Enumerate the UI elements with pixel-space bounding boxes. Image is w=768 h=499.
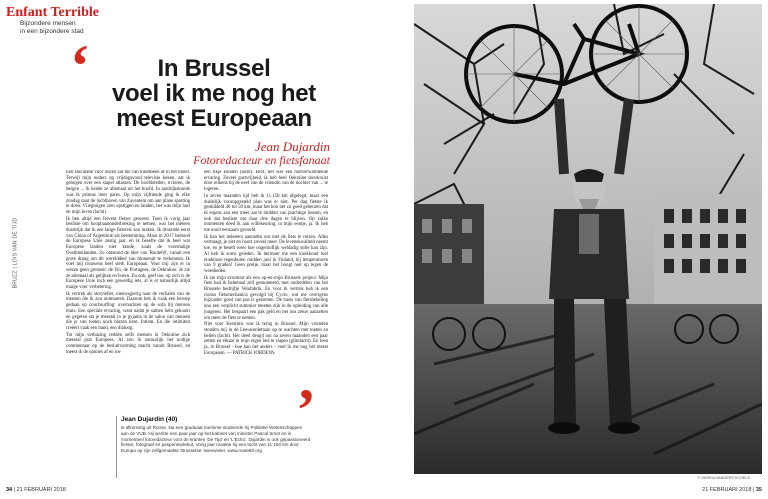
paragraph: Ik vertrek als storyteller, nieuwsgierig naar de verhalen van de mensen die ik zou ontmoeten. Daarom heb ik vaak een beroep gedaan op couchsurfing: overnachten op de sofa bij mensen thuis. Een speciale ervaring, want nadat je samen hebt gekookt en gegeten sta je meestal in je pyjama in de salon van mensen die je van toeten noch blazen kent. Intiem. En die intimiteit creëert vaak een band, een dialoog.	[66, 291, 190, 331]
footer-date-left: 21 FEBRUARI 2018	[16, 487, 66, 493]
bio-text: is afkomstig uit Ronse. Na een graduaat toerisme studeerde hij Politieke Wetenschappen aan de VUB. Hij werkte een paar jaar op het kabinet van minister Pascal Smet en is momenteel fotoredacteur voor de kranten 'De Tijd' en 'L'Echo'. Dujardin is ook gepassioneerd fietser, fotograaf en paspenteplebut. Vorig jaar maakte hij een tocht van 11 150 km door Europa op zijn zelfgemaakte 'Brusselse' tweewieler. www.route60.org	[121, 425, 311, 454]
bio-box	[116, 416, 311, 478]
right-page	[392, 0, 768, 499]
footer-separator: |	[752, 487, 756, 493]
rubric-subtitle-line1: Bijzondere mensen	[20, 20, 76, 27]
footer-date-right: 21 FEBRUARI 2018	[702, 487, 752, 493]
photo-credit: © SASKIA VANDERSTICHELE	[697, 476, 750, 480]
photo-man-holding-bicycle	[414, 4, 762, 474]
rubric-subtitle-line2: in een bijzondere stad	[20, 27, 84, 35]
paragraph: een tikje kunden (lacht). Brof, het was een hartverwarmende ervaring. Zeveel gastvrijheid, ik heb heel Oekraïne doorkruist door telkens bij de neef van de vriendin van de dochter van ... te logeren.	[204, 170, 328, 193]
headline-line3: meest Europeaan	[116, 105, 312, 132]
paragraph: In zeven maanden tijd heb ik 11.150 km afgelegd, maar een duidelijk vooropgesteld plan was er niet. Per dag fietste ik gemiddeld 40 tot 50 km, maar het kon net zo goed gebeuren dat ik ergens aan een meer zat te midden van prachtige bossen, en ook dat besliste om daar drie dagen te blijven. Op zulke momenten deed ik aan willekeuring, in mijn eentje, ja. Ik heb me nooit eenzaam gevoeld.	[204, 193, 328, 234]
headline-line2: voel ik me nog het	[112, 80, 316, 107]
paragraph: Ik zie mijn avontuur als een op-en-mijn Brussels project. Mijn fiets had ik helemaal zelf gemonteerd, met onderdelen van het Brussele bedrijfje Velofabrik. En voor ik vertrok heb ik een cursus fietsmechanica gevolgd bij Cyclo, wat me overigens bijzonder goed van pas is gekomen. De basis van fietsbeheling uno een verplicht summier meeten zijn in de opleiding van alle jongeren. Het bespaart een pak geld en het ons zeker aanzetten om meer de fiets te nemen.	[204, 275, 328, 321]
footer-left	[6, 487, 66, 493]
paragraph: Ik kan het iedereen aanraden om met de fiets te reizen. Alles vertraagt, je ziet en hoort zoveel meer. De levenskwaliteit neemt toe, en je beseft weer hoe ongelooflijk weldadig stille kan zijn. Al heb ik soms geleden. Ik herinner me een knokkoud tuel eindeloze regenbuien midden juni in Finland, bij temperaturen van 9 graden! Geen pretje, maar het hoogt niet op tegen de woesheden.	[204, 234, 328, 274]
vertical-credit: BRUZZ | LOIS VAN DE TIJD	[12, 217, 19, 289]
close-quote-mark: ’	[296, 377, 316, 443]
paragraph: Niet voor Kerstmis was ik terug in Brussel. Mijn vrienden stonden mij in de Leeuwenlettaan op te wachten met toeten en bellen (lacht). Het deed deugd om na zeven maanden een paar zetten en elkaar in mijn eigen bed te slapen (glimlacht). En toen ja, in Brussel - hoe kan het anders - voel ik me nog het meest Europeaan. — PATRICK JORDENS	[204, 322, 328, 356]
page-number-right: 35	[755, 487, 762, 493]
page-number-left: 34	[6, 487, 13, 493]
body-column-2	[204, 170, 328, 392]
footer-separator: |	[13, 487, 17, 493]
open-quote-mark: ‘	[70, 33, 90, 99]
paragraph: Tot mijn verbazing redden zelfs mensen in Oekraïne zich meestal prat Europees. Al zou ik natuurlijk het nodige commentaar op de besluitvorming macht vanuit Brussel, en meest ik de opinies af en toe	[66, 332, 190, 355]
byline-role: Fotoredacteur en fietsfanaat	[193, 153, 330, 167]
headline	[96, 56, 332, 131]
paragraph: Ik ben altijd een fervent fietser geweest. Toen ik vorig jaar besliste om hoopbaanonderbreking te nemen, was het meteen duidelijk dat ik een lange fietsreis zou maken. Ik droomde eerst van China of Argentinië als bestemming. Maar in 2017 bestond de Europese Unie zestig jaar, en ik besefte dat ik heel wat Europese landen niet kende, zoals de voormalige Oostbloklanden. Zo ontstond de idee van 'Route60', vanuit een grote drang om dit werelddeel van binnenuit te verkennen. Ik voel mij trouwens heel sterk Europeaan. Voor mij zijn er in wezen geen grenzen: de Fin, de Portugees, de Oekraïner. Je zie ze allemaal als gelijken en buren. En ook, geef toe, op zich is de Europese Unie toch een geweldig iets, al is et natuurlijk altijd marge voor verbetering.	[66, 216, 190, 291]
footer-right	[702, 487, 762, 493]
photo-illustration	[414, 4, 762, 474]
bio-name: Jean Dujardin (40)	[121, 416, 178, 423]
byline-name: Jean Dujardin	[255, 139, 330, 154]
paragraph: Een fascinatie voor reizen zat me van kindsbeen af in het bloed. Terwijl mijn ouders op vrijdagavond televisie keken, zat ik gebogen over een stapel atlassen. De hoofdsteden, rivieren, de bergen ... ik kende ze allemaal uit het hoofd. In aardrijkskunde was ik primus inter pares. Op mijn vijftiende ging ik elke zondag naar de luchthaven van Zaventem om aan plane spotting te doen. Vliegtuigen zien opstijgen en landen, het was mijn hart en mijn leven (lacht).	[66, 170, 190, 215]
rubric-title: Enfant Terrible	[6, 5, 99, 20]
headline-line1: In Brussel	[157, 55, 271, 82]
